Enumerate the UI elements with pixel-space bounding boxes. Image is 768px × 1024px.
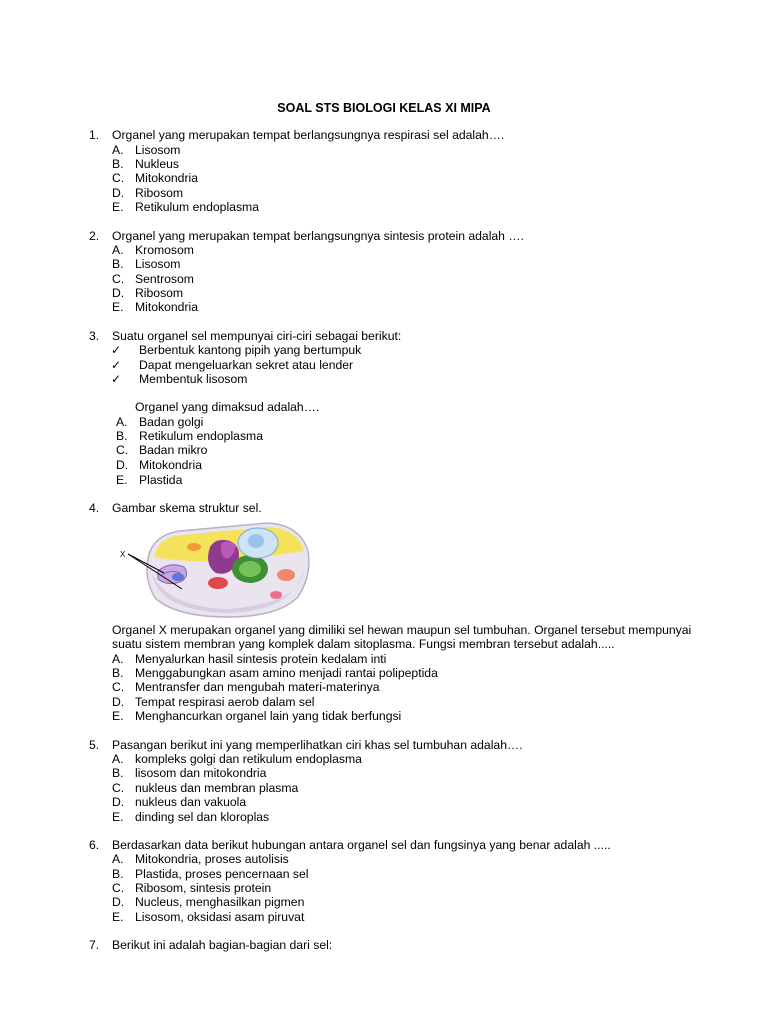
option-text: Mitokondria (135, 171, 198, 185)
option-row (0, 157, 768, 172)
animal-cell-diagram (118, 517, 318, 619)
option-row (0, 300, 768, 315)
criteria-text: Berbentuk kantong pipih yang bertumpuk (139, 343, 362, 357)
option-row (0, 429, 768, 444)
question-number: 4. (89, 501, 100, 515)
option-text: Badan mikro (139, 443, 208, 457)
question-prompt: Organel yang dimaksud adalah…. (135, 400, 320, 414)
option-text: Lisosom (135, 143, 181, 157)
option-row (0, 910, 768, 925)
option-text: Menggabungkan asam amino menjadi rantai polipeptida (135, 666, 438, 680)
option-letter: D. (112, 695, 125, 709)
question-number: 1. (89, 128, 100, 142)
option-letter: E. (112, 709, 124, 723)
option-text: kompleks golgi dan retikulum endoplasma (135, 752, 362, 766)
option-text: Kromosom (135, 243, 194, 257)
check-icon: ✓ (111, 372, 122, 386)
option-letter: C. (112, 680, 125, 694)
option-text: Retikulum endoplasma (139, 429, 263, 443)
option-row (0, 695, 768, 710)
option-text: Lisosom (135, 257, 181, 271)
option-row (0, 652, 768, 667)
option-row (0, 286, 768, 301)
option-letter: D. (112, 186, 125, 200)
option-text: Tempat respirasi aerob dalam sel (135, 695, 315, 709)
option-row (0, 171, 768, 186)
question-text: Organel yang merupakan tempat berlangsungnya sintesis protein adalah …. (112, 229, 524, 243)
option-letter: A. (112, 752, 124, 766)
option-text: Badan golgi (139, 415, 204, 429)
option-letter: A. (112, 143, 124, 157)
option-text: Ribosom, sintesis protein (135, 881, 272, 895)
option-text: Sentrosom (135, 272, 194, 286)
option-row (0, 852, 768, 867)
option-text: lisosom dan mitokondria (135, 766, 267, 780)
option-letter: B. (112, 157, 124, 171)
question-text: Berikut ini adalah bagian-bagian dari sel: (112, 938, 333, 952)
option-row (0, 473, 768, 488)
option-letter: E. (116, 473, 128, 487)
option-letter: B. (112, 867, 124, 881)
option-row (0, 895, 768, 910)
option-row (0, 781, 768, 796)
option-row (0, 443, 768, 458)
option-row (0, 666, 768, 681)
option-letter: A. (116, 415, 128, 429)
option-text: Nucleus, menghasilkan pigmen (135, 895, 305, 909)
option-row (0, 243, 768, 258)
option-letter: C. (112, 881, 125, 895)
option-row (0, 867, 768, 882)
option-text: Mentransfer dan mengubah materi-materinya (135, 680, 380, 694)
check-icon: ✓ (111, 358, 122, 372)
criteria-row (0, 343, 768, 358)
option-text: Plastida (139, 473, 183, 487)
option-text: Lisosom, oksidasi asam piruvat (135, 910, 305, 924)
figure-label: X (120, 550, 126, 559)
option-text: Menghancurkan organel lain yang tidak berfungsi (135, 709, 402, 723)
document-title: SOAL STS BIOLOGI KELAS XI MIPA (277, 101, 491, 115)
check-icon: ✓ (111, 343, 122, 357)
option-text: Ribosom (135, 286, 184, 300)
question-number: 2. (89, 229, 100, 243)
option-letter: B. (112, 766, 124, 780)
option-letter: A. (112, 243, 124, 257)
option-text: nukleus dan vakuola (135, 795, 247, 809)
option-text: Retikulum endoplasma (135, 200, 259, 214)
question-text: Pasangan berikut ini yang memperlihatkan ciri khas sel tumbuhan adalah…. (112, 738, 523, 752)
option-text: Plastida, proses pencernaan sel (135, 867, 309, 881)
question-text: Suatu organel sel mempunyai ciri-ciri sebagai berikut: (112, 329, 402, 343)
question-text: Gambar skema struktur sel. (112, 501, 262, 515)
option-text: Mitokondria (139, 458, 202, 472)
option-text: dinding sel dan kloroplas (135, 810, 270, 824)
option-letter: C. (112, 781, 125, 795)
criteria-row (0, 358, 768, 373)
option-text: Ribosom (135, 186, 184, 200)
question-number: 6. (89, 838, 100, 852)
option-letter: E. (112, 910, 124, 924)
option-text: Menyalurkan hasil sintesis protein kedalam inti (135, 652, 387, 666)
option-row (0, 186, 768, 201)
option-letter: D. (112, 795, 125, 809)
criteria-text: Dapat mengeluarkan sekret atau lender (139, 358, 354, 372)
option-letter: E. (112, 200, 124, 214)
option-row (0, 143, 768, 158)
option-letter: C. (116, 443, 129, 457)
option-text: Mitokondria (135, 300, 198, 314)
option-letter: B. (112, 666, 124, 680)
option-row (0, 810, 768, 825)
option-row (0, 752, 768, 767)
option-letter: D. (116, 458, 129, 472)
option-row (0, 680, 768, 695)
option-text: Mitokondria, proses autolisis (135, 852, 289, 866)
question-paragraph: Organel X merupakan organel yang dimiliki sel hewan maupun sel tumbuhan. Organel tersebut mempunyai suatu sistem membran yang komplek dalam sitoplasma. Fungsi membran tersebut adalah..... (112, 623, 692, 652)
option-letter: E. (112, 300, 124, 314)
option-row (0, 458, 768, 473)
option-row (0, 272, 768, 287)
question-number: 5. (89, 738, 100, 752)
question-number: 3. (89, 329, 100, 343)
option-row (0, 766, 768, 781)
question-number: 7. (89, 938, 100, 952)
option-text: nukleus dan membran plasma (135, 781, 299, 795)
option-letter: A. (112, 652, 124, 666)
option-text: Nukleus (135, 157, 180, 171)
criteria-text: Membentuk lisosom (139, 372, 248, 386)
option-row (0, 415, 768, 430)
option-letter: C. (112, 171, 125, 185)
option-row (0, 881, 768, 896)
option-letter: A. (112, 852, 124, 866)
option-letter: C. (112, 272, 125, 286)
option-letter: B. (116, 429, 128, 443)
option-letter: B. (112, 257, 124, 271)
question-text: Berdasarkan data berikut hubungan antara organel sel dan fungsinya yang benar adalah ..... (112, 838, 611, 852)
option-letter: D. (112, 895, 125, 909)
option-row (0, 200, 768, 215)
option-letter: E. (112, 810, 124, 824)
question-text: Organel yang merupakan tempat berlangsungnya respirasi sel adalah…. (112, 128, 505, 142)
option-row (0, 709, 768, 724)
option-letter: D. (112, 286, 125, 300)
criteria-row (0, 372, 768, 387)
option-row (0, 257, 768, 272)
option-row (0, 795, 768, 810)
